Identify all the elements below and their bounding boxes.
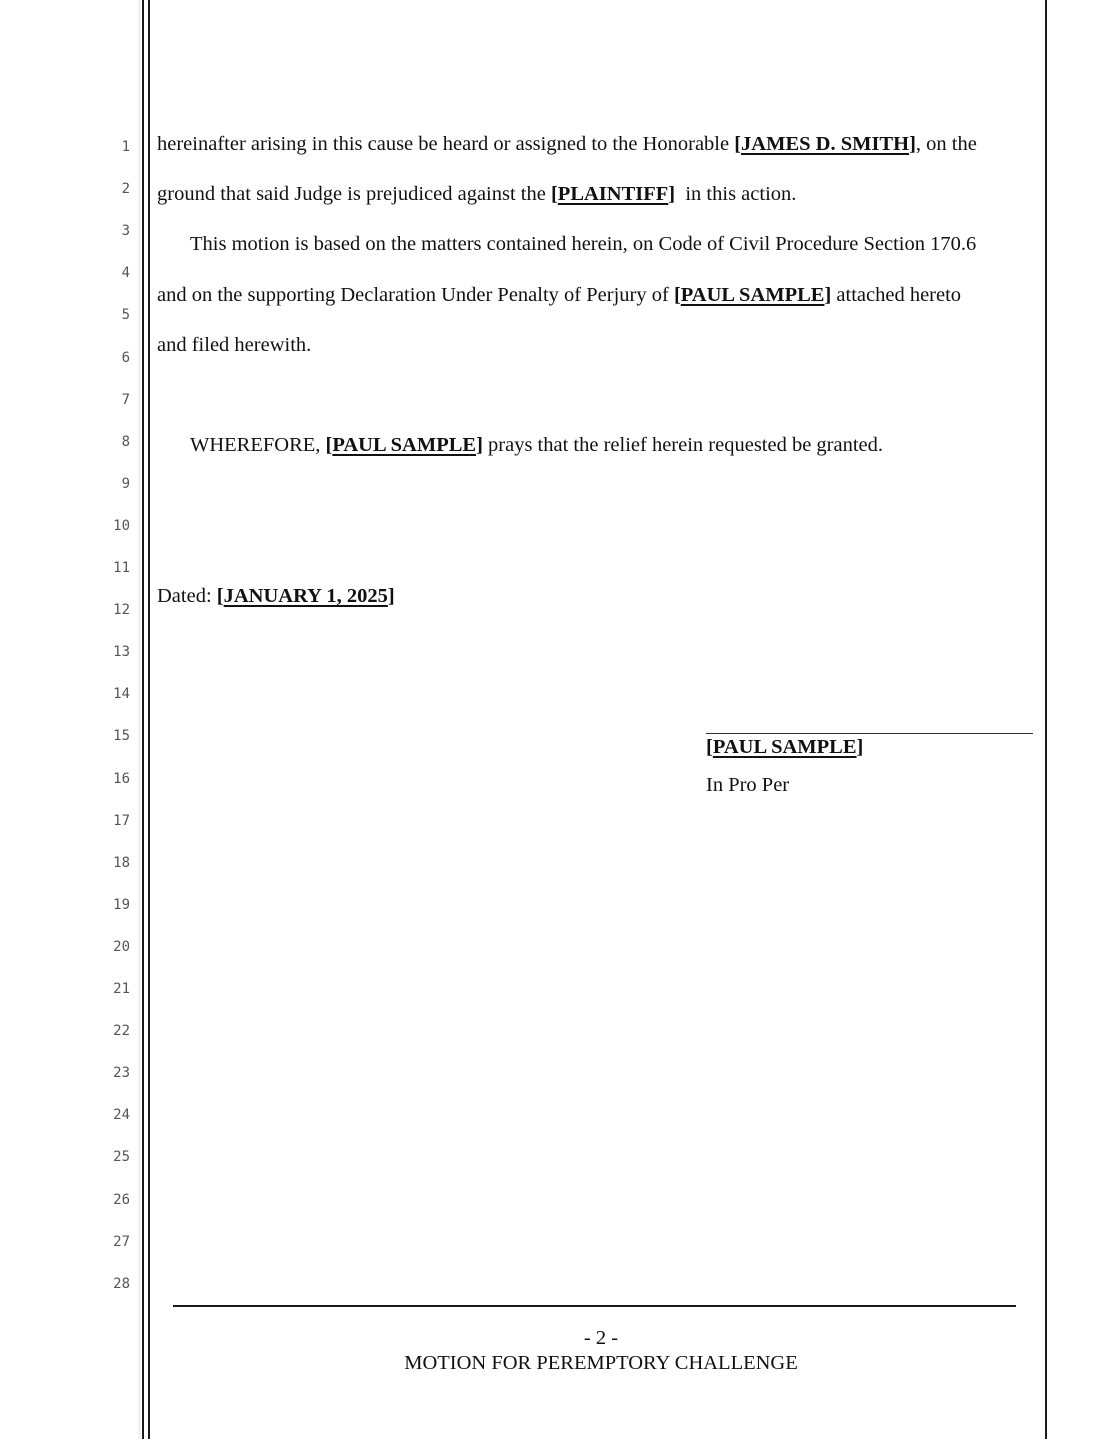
body-line-2 (157, 184, 796, 205)
line-number: 2 (121, 181, 130, 198)
line-number: 6 (121, 349, 130, 366)
text-segment: ground that said Judge is prejudiced against the (157, 183, 551, 205)
line-number: 12 (113, 602, 130, 619)
left-margin-rule-inner (148, 0, 150, 1439)
signature-line (706, 733, 1033, 734)
signer-name: [PAUL SAMPLE] (706, 736, 864, 758)
text-segment: WHEREFORE, (190, 434, 326, 456)
line-number: 5 (121, 307, 130, 324)
judge-name-placeholder: [JAMES D. SMITH] (734, 133, 916, 155)
text-segment: attached hereto (831, 284, 962, 306)
line-number: 8 (121, 433, 130, 450)
body-line-3: This motion is based on the matters contained herein, on Code of Civil Procedure Section 170.6 (190, 233, 977, 255)
text-segment: , on the (915, 133, 977, 155)
wherefore-clause (190, 435, 883, 456)
line-number: 20 (113, 938, 130, 955)
declarant-placeholder: [PAUL SAMPLE] (673, 284, 832, 306)
date-placeholder: [JANUARY 1, 2025] (216, 585, 395, 607)
signer-role: In Pro Per (706, 774, 790, 796)
line-number: 19 (113, 896, 130, 913)
line-number: 4 (121, 265, 130, 282)
dated-label: Dated: (157, 585, 217, 607)
document-title-footer: MOTION FOR PEREMPTORY CHALLENGE (404, 1352, 798, 1374)
footer-rule (173, 1305, 1016, 1307)
page-number: - 2 - (583, 1327, 619, 1349)
line-number: 27 (113, 1233, 130, 1250)
line-number: 7 (121, 391, 130, 408)
margin-shade (138, 0, 141, 1439)
right-margin-rule (1045, 0, 1047, 1439)
body-line-4 (157, 285, 961, 306)
line-number: 23 (113, 1065, 130, 1082)
text-segment: in this action. (675, 183, 797, 205)
line-number: 9 (121, 475, 130, 492)
line-number: 18 (113, 854, 130, 871)
party-placeholder: [PLAINTIFF] (550, 183, 676, 205)
line-number: 24 (113, 1107, 130, 1124)
text-segment: prays that the relief herein requested be granted. (482, 434, 884, 456)
line-number: 17 (113, 812, 130, 829)
left-margin-rule-outer (142, 0, 144, 1439)
line-number: 21 (113, 981, 130, 997)
line-number: 22 (113, 1023, 130, 1040)
body-line-5: and filed herewith. (157, 334, 312, 356)
line-number: 11 (113, 560, 130, 576)
line-number: 14 (113, 686, 130, 703)
body-line-1 (157, 134, 977, 155)
line-number: 15 (113, 728, 130, 745)
line-number: 26 (113, 1191, 130, 1208)
movant-placeholder: [PAUL SAMPLE] (325, 434, 483, 456)
line-number: 10 (113, 517, 130, 534)
line-number: 16 (113, 770, 130, 787)
text-segment: hereinafter arising in this cause be heard or assigned to the Honorable (157, 133, 735, 155)
line-number: 3 (121, 223, 130, 240)
line-number: 13 (113, 644, 130, 661)
line-number: 28 (113, 1275, 130, 1292)
dated-line (157, 586, 395, 607)
line-number: 1 (121, 139, 130, 155)
text-segment: and on the supporting Declaration Under Penalty of Perjury of (157, 284, 674, 306)
line-number: 25 (113, 1149, 130, 1166)
